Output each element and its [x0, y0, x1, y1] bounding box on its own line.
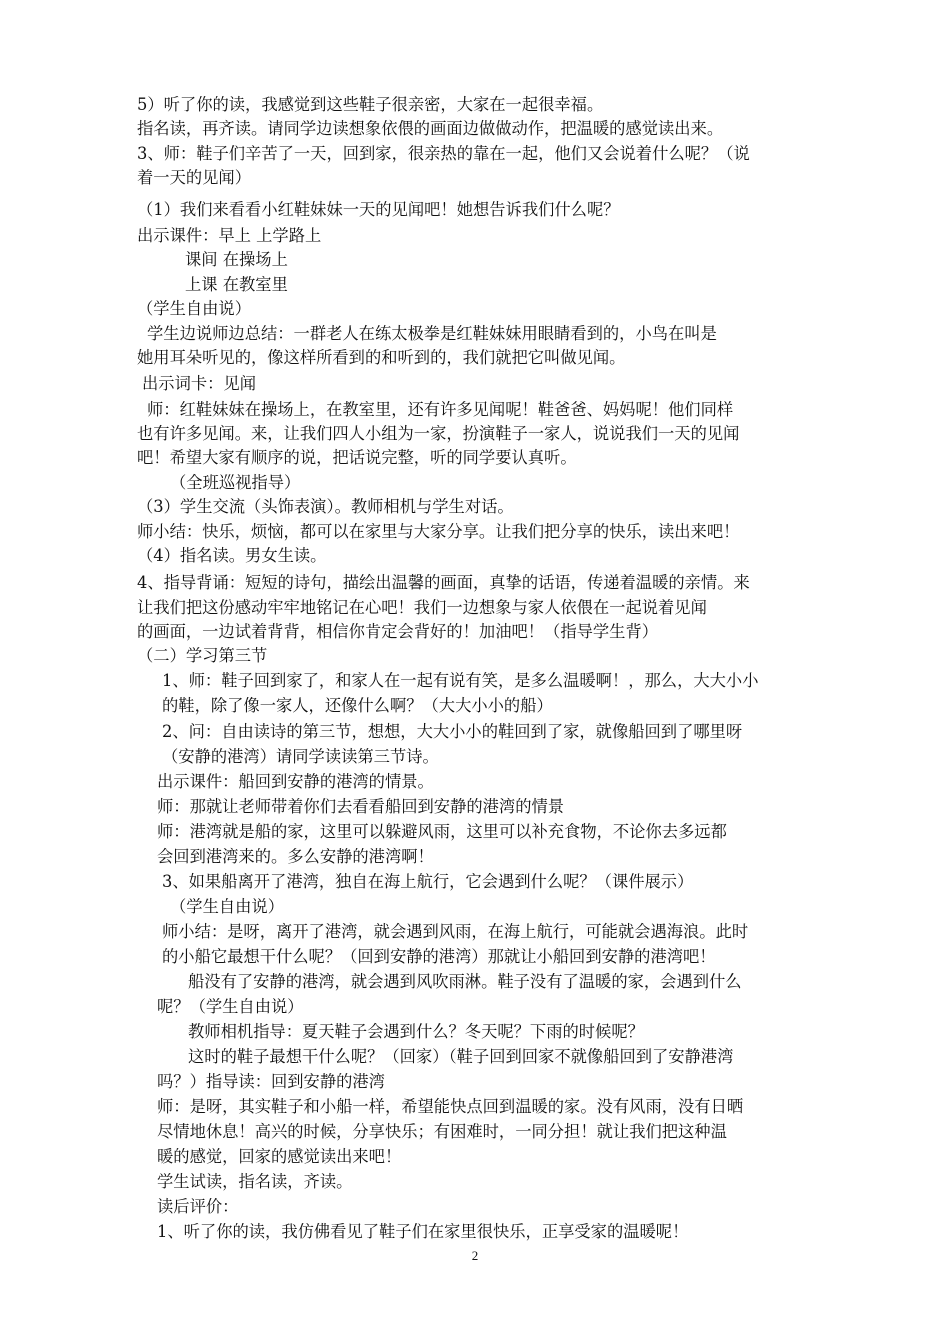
- text-line: 教师相机指导：夏天鞋子会遇到什么？冬天呢？下雨的时候呢？: [188, 1022, 644, 1041]
- section-heading: （二）学习第三节: [137, 646, 268, 665]
- page-number: 2: [471, 1248, 479, 1263]
- text-line: 会回到港湾来的。多么安静的港湾啊！: [157, 847, 434, 866]
- text-line: 尽情地休息！高兴的时候，分享快乐；有困难时，一同分担！就让我们把这种温: [157, 1122, 727, 1141]
- text-line: 师小结：快乐，烦恼，都可以在家里与大家分享。让我们把分享的快乐，读出来吧！: [137, 522, 740, 541]
- text-line: 的画面，一边试着背背，相信你肯定会背好的！加油吧！（指导学生背）: [137, 622, 659, 641]
- text-line: 出示课件：船回到安静的港湾的情景。: [157, 772, 434, 791]
- text-line: 的小船它最想干什么呢？（回到安静的港湾）那就让小船回到安静的港湾吧！: [162, 947, 716, 966]
- text-line: 出示词卡：见闻: [142, 374, 256, 393]
- text-line: 4、指导背诵：短短的诗句，描绘出温馨的画面，真挚的话语，传递着温暖的亲情。来: [137, 573, 750, 592]
- text-line: （全班巡视指导）: [170, 473, 301, 492]
- text-line: 出示课件：早上 上学路上: [137, 226, 322, 245]
- text-line: 师：港湾就是船的家，这里可以躲避风雨，这里可以补充食物，不论你去多远都: [157, 822, 727, 841]
- text-line: 师：是呀，其实鞋子和小船一样，希望能快点回到温暖的家。没有风雨，没有日晒: [157, 1097, 744, 1116]
- text-line: （1）我们来看看小红鞋妹妹一天的见闻吧！她想告诉我们什么呢？: [137, 200, 620, 219]
- text-line: 学生边说师边总结：一群老人在练太极拳是红鞋妹妹用眼睛看到的，小鸟在叫是: [147, 324, 717, 343]
- text-line: （4）指名读。男女生读。: [137, 546, 327, 565]
- text-line: 吧！希望大家有顺序的说，把话说完整，听的同学要认真听。: [137, 448, 577, 467]
- text-line: 暖的感觉，回家的感觉读出来吧！: [157, 1147, 402, 1166]
- text-line: 学生试读，指名读，齐读。: [157, 1172, 353, 1191]
- text-line: 也有许多见闻。来，让我们四人小组为一家，扮演鞋子一家人，说说我们一天的见闻: [137, 424, 740, 443]
- text-line: 师：那就让老师带着你们去看看船回到安静的港湾的情景: [157, 797, 565, 816]
- text-line: 1、听了你的读，我仿佛看见了鞋子们在家里很快乐，正享受家的温暖呢！: [157, 1222, 689, 1241]
- text-line: 吗？）指导读：回到安静的港湾: [157, 1072, 385, 1091]
- text-line: 船没有了安静的港湾，就会遇到风吹雨淋。鞋子没有了温暖的家，会遇到什么: [188, 972, 742, 991]
- text-line: （学生自由说）: [170, 897, 284, 916]
- text-line: 这时的鞋子最想干什么呢？（回家）（鞋子回到回家不就像船回到了安静港湾: [188, 1047, 734, 1066]
- text-line: 课间 在操场上: [185, 250, 288, 269]
- text-line: 她用耳朵听见的，像这样所看到的和听到的，我们就把它叫做见闻。: [137, 348, 626, 367]
- text-line: 5）听了你的读，我感觉到这些鞋子很亲密，大家在一起很幸福。: [137, 95, 604, 114]
- text-line: 呢？（学生自由说）: [157, 997, 304, 1016]
- text-line: 师：红鞋妹妹在操场上，在教室里，还有许多见闻呢！鞋爸爸、妈妈呢！他们同样: [147, 400, 734, 419]
- text-line: 1、师：鞋子回到家了，和家人在一起有说有笑，是多么温暖啊！，那么，大大小小: [162, 671, 759, 690]
- text-line: （安静的港湾）请同学读读第三节诗。: [162, 747, 439, 766]
- text-line: 指名读，再齐读。请同学边读想象依偎的画面边做做动作，把温暖的感觉读出来。: [137, 119, 724, 138]
- text-line: 3、师：鞋子们辛苦了一天，回到家，很亲热的靠在一起，他们又会说着什么呢？（说: [137, 144, 750, 163]
- text-line: 读后评价：: [157, 1197, 239, 1216]
- text-line: 上课 在教室里: [185, 275, 288, 294]
- text-line: 2、问：自由读诗的第三节，想想，大大小小的鞋回到了家，就像船回到了哪里呀: [162, 722, 743, 741]
- text-line: （学生自由说）: [137, 299, 251, 318]
- text-line: （3）学生交流（头饰表演）。教师相机与学生对话。: [137, 497, 514, 516]
- text-line: 让我们把这份感动牢牢地铭记在心吧！我们一边想象与家人依偎在一起说着见闻: [137, 598, 707, 617]
- text-line: 师小结：是呀，离开了港湾，就会遇到风雨，在海上航行，可能就会遇海浪。此时: [162, 922, 749, 941]
- text-line: 的鞋，除了像一家人，还像什么啊？（大大小小的船）: [162, 696, 553, 715]
- text-line: 3、如果船离开了港湾，独自在海上航行，它会遇到什么呢？（课件展示）: [162, 872, 694, 891]
- text-line: 着一天的见闻）: [137, 168, 251, 187]
